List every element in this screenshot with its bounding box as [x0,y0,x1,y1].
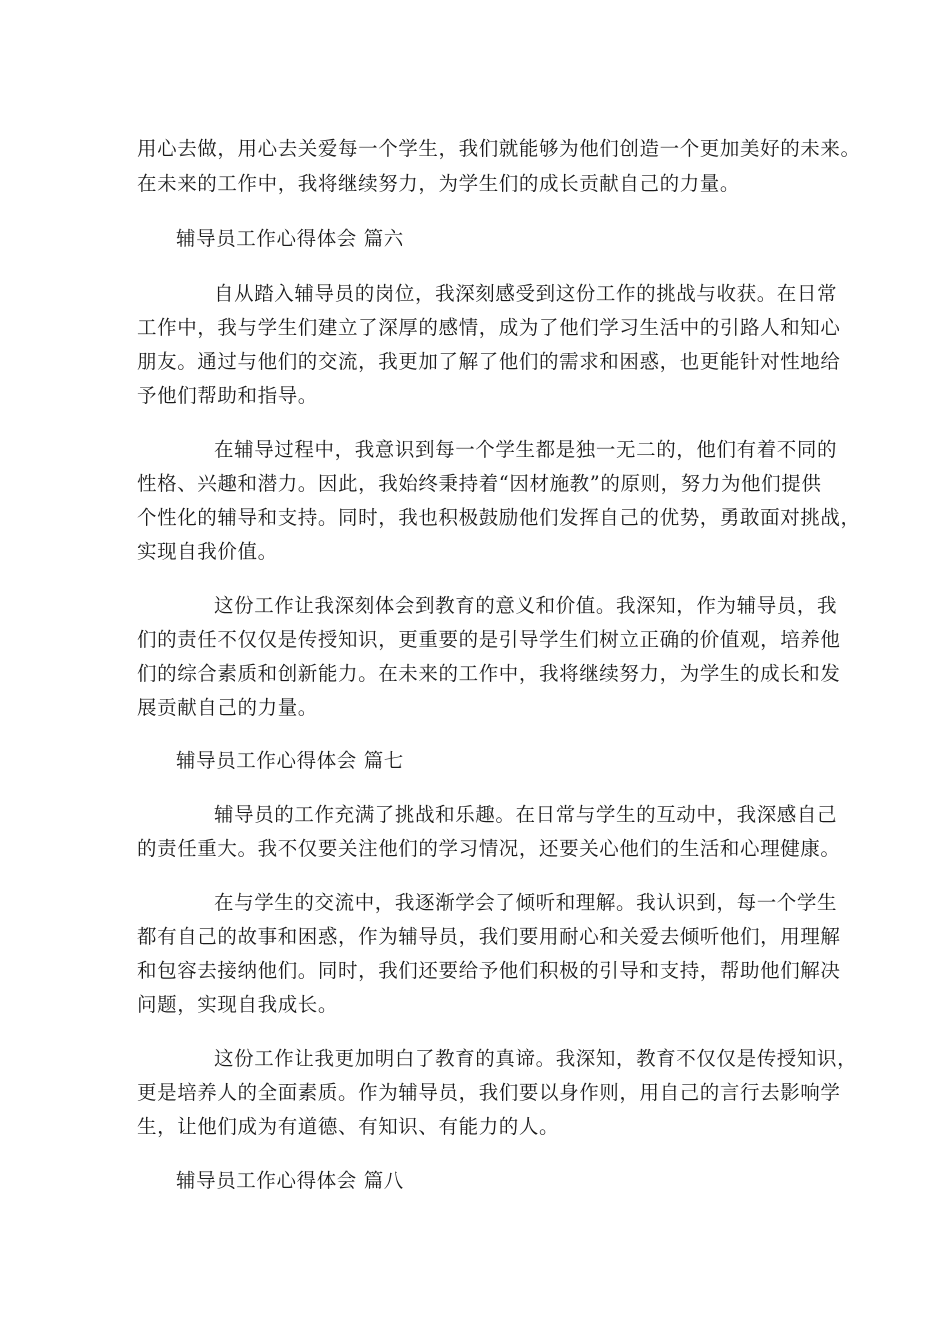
paragraph-line: 辅导员的工作充满了挑战和乐趣。在日常与学生的互动中，我深感自己 [214,803,838,826]
paragraph-line: 这份工作让我深刻体会到教育的意义和价值。我深知，作为辅导员，我 [214,594,838,617]
paragraph-line: 在辅导过程中，我意识到每一个学生都是独一无二的，他们有着不同的 [214,438,838,461]
section-heading-part6: 辅导员工作心得体会 篇六 [176,227,404,250]
paragraph-line: 的责任重大。我不仅要关注他们的学习情况，还要关心他们的生活和心理健康。 [137,837,841,860]
paragraph-line: 展贡献自己的力量。 [137,696,318,719]
paragraph-line: 予他们帮助和指导。 [137,384,318,407]
section-heading-part7: 辅导员工作心得体会 篇七 [176,749,404,772]
paragraph-line: 工作中，我与学生们建立了深厚的感情，成为了他们学习生活中的引路人和知心 [137,316,841,339]
paragraph-line: 在与学生的交流中，我逐渐学会了倾听和理解。我认识到，每一个学生 [214,891,838,914]
paragraph-line: 都有自己的故事和困惑，作为辅导员，我们要用耐心和关爱去倾听他们，用理解 [137,925,841,948]
paragraph-line: 问题，实现自我成长。 [137,993,339,1016]
paragraph-line: 生，让他们成为有道德、有知识、有能力的人。 [137,1115,560,1138]
paragraph-line: 自从踏入辅导员的岗位，我深刻感受到这份工作的挑战与收获。在日常 [214,282,838,305]
paragraph-line: 性格、兴趣和潜力。因此，我始终秉持着“因材施教”的原则，努力为他们提供 [137,472,822,495]
paragraph-line: 更是培养人的全面素质。作为辅导员，我们要以身作则，用自己的言行去影响学 [137,1081,841,1104]
paragraph-line: 实现自我价值。 [137,540,278,563]
paragraph-line: 朋友。通过与他们的交流，我更加了解了他们的需求和困惑，也更能针对性地给 [137,350,841,373]
paragraph-line: 们的综合素质和创新能力。在未来的工作中，我将继续努力，为学生的成长和发 [137,662,841,685]
paragraph-line: 在未来的工作中，我将继续努力，为学生们的成长贡献自己的力量。 [137,172,741,195]
section-heading-part8: 辅导员工作心得体会 篇八 [176,1169,404,1192]
paragraph-line: 和包容去接纳他们。同时，我们还要给予他们积极的引导和支持，帮助他们解决 [137,959,841,982]
paragraph-line: 们的责任不仅仅是传授知识，更重要的是引导学生们树立正确的价值观，培养他 [137,628,841,651]
paragraph-line: 个性化的辅导和支持。同时，我也积极鼓励他们发挥自己的优势，勇敢面对挑战， [137,506,861,529]
paragraph-line: 这份工作让我更加明白了教育的真谛。我深知，教育不仅仅是传授知识， [214,1047,858,1070]
paragraph-line: 用心去做，用心去关爱每一个学生，我们就能够为他们创造一个更加美好的未来。 [137,137,861,160]
